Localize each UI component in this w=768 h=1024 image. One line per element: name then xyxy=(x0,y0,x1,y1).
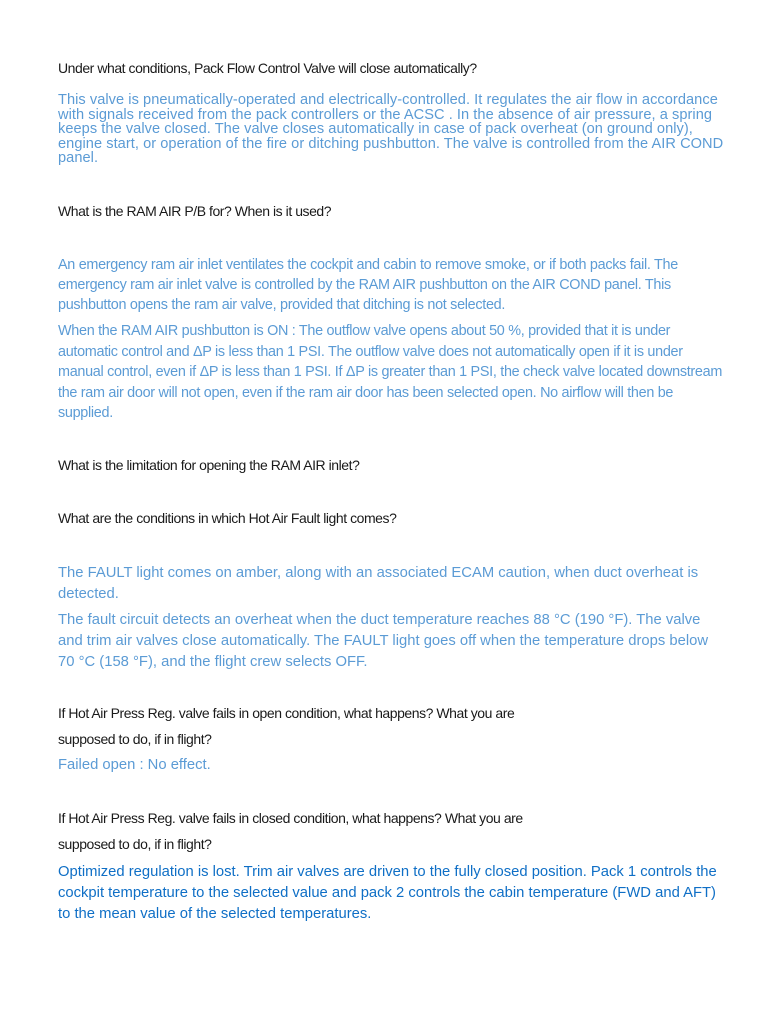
answer-press-reg-valve-closed: Optimized regulation is lost. Trim air valves are driven to the fully closed position. Pack 1 controls the cockpit temperature to the selected value and pack 2 controls the cabin temperature (FWD and AFT) to the mean value of the selected temperatures. xyxy=(58,864,717,922)
question-ram-air-pb: What is the RAM AIR P/B for? When is it used? xyxy=(58,203,332,219)
question-press-reg-valve-open-line-1: If Hot Air Press Reg. valve fails in open condition, what happens? What you are xyxy=(58,705,515,721)
question-pack-flow-control-valve: Under what conditions, Pack Flow Control Valve will close automatically? xyxy=(58,60,477,76)
answer-ram-air-pb-part-1: An emergency ram air inlet ventilates the cockpit and cabin to remove smoke, or if both packs fail. The emergency ram air inlet valve is controlled by the RAM AIR pushbutton on the AIR COND panel. This pushbutton opens the ram air valve, provided that ditching is not selected. xyxy=(58,257,678,313)
answer-press-reg-valve-open: Failed open : No effect. xyxy=(58,757,211,773)
answer-hot-air-fault-light-part-2: The fault circuit detects an overheat when the duct temperature reaches 88 °C (190 °F). The valve and trim air valves close automatically. The FAULT light goes off when the temperature drops below 70 °C (158 °F), and the flight crew selects OFF. xyxy=(58,612,709,670)
answer-pack-flow-control-valve: This valve is pneumatically-operated and electrically-controlled. It regulates the air flow in accordance with signals received from the pack controllers or the ACSC . In the absence of air pressure, a spring keeps the valve closed. The valve closes automatically in case of pack overheat (on ground only), engine start, or operation of the fire or ditching pushbutton. The valve is controlled from the AIR COND panel. xyxy=(58,92,724,167)
answer-hot-air-fault-light-part-1: The FAULT light comes on amber, along with an associated ECAM caution, when duct overheat is detected. xyxy=(58,565,699,602)
question-press-reg-valve-open-line-2: supposed to do, if in flight? xyxy=(58,731,212,747)
question-hot-air-fault-light: What are the conditions in which Hot Air Fault light comes? xyxy=(58,510,397,526)
question-press-reg-valve-closed-line-1: If Hot Air Press Reg. valve fails in closed condition, what happens? What you are xyxy=(58,810,523,826)
answer-ram-air-pb-part-2: When the RAM AIR pushbutton is ON : The outflow valve opens about 50 %, provided that it is under automatic control and ΔP is less than 1 PSI. The outflow valve does not automatically open if it is under manual control, even if ΔP is less than 1 PSI. If ΔP is greater than 1 PSI, the check valve located downstream the ram air door will not open, even if the ram air door has been selected open. No airflow will then be supplied. xyxy=(58,323,723,421)
question-press-reg-valve-closed-line-2: supposed to do, if in flight? xyxy=(58,836,212,852)
question-ram-air-limitation: What is the limitation for opening the RAM AIR inlet? xyxy=(58,457,360,473)
